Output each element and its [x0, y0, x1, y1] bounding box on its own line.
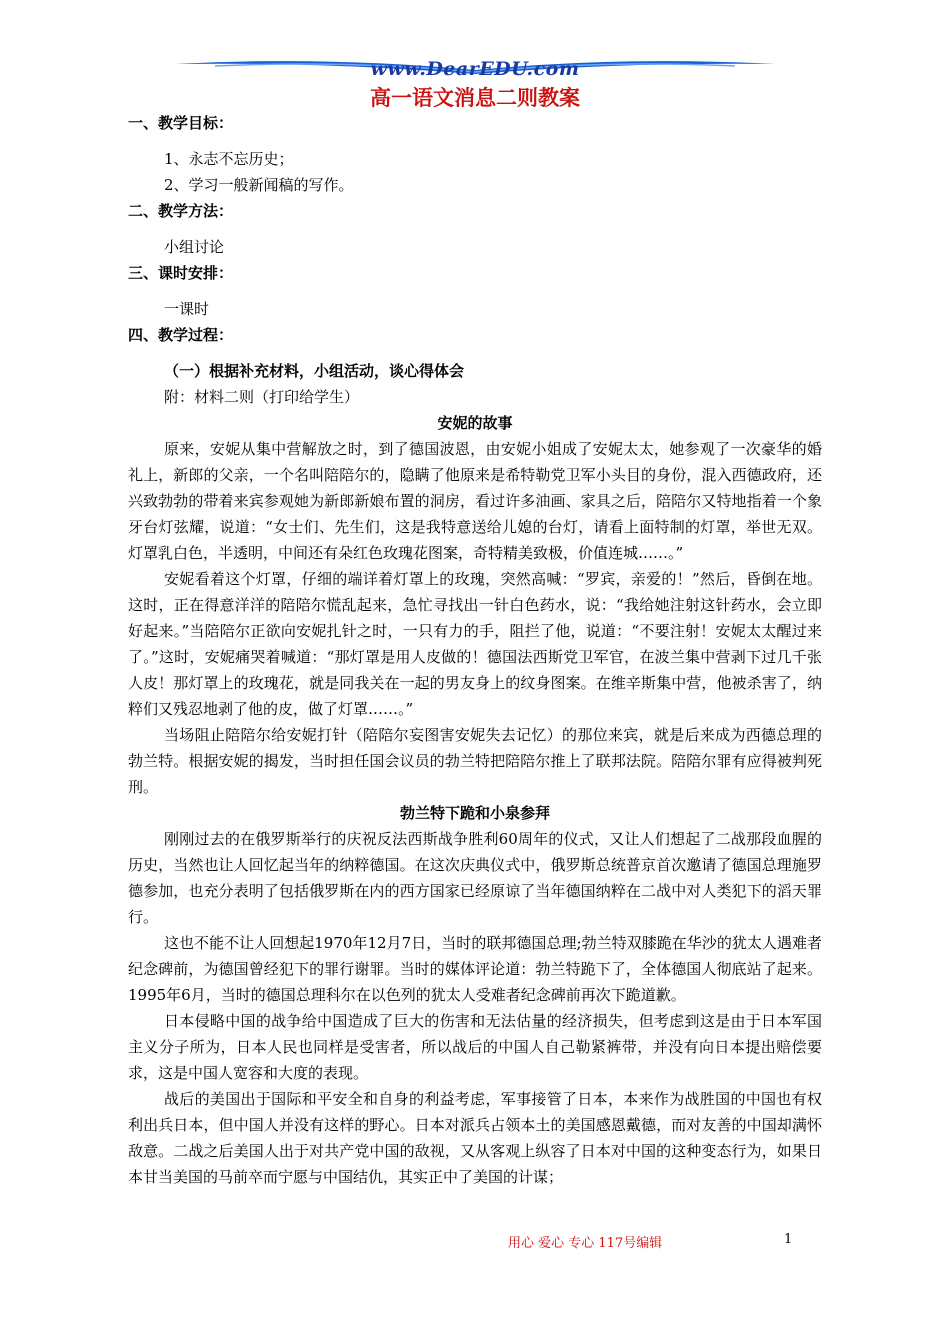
story-paragraph: 安妮看着这个灯罩，仔细的端详着灯罩上的玫瑰，突然高喊：“罗宾，亲爱的！”然后，昏倒在地。这时，正在得意洋洋的陪陪尔慌乱起来，急忙寻找出一针白色药水，说：“我给她注射这针药水，会立即好起来。”当陪陪尔正欲向安妮扎针之时，一只有力的手，阻拦了他，说道：“不要注射！安妮太太醒过来了。”这时，安妮痛哭着喊道：“那灯罩是用人皮做的！德国法西斯党卫军官，在波兰集中营剥下过几千张人皮！那灯罩上的玫瑰花，就是同我关在一起的男友身上的纹身图案。在维辛斯集中营，他被杀害了，纳粹们又残忍地剥了他的皮，做了灯罩……。” [128, 570, 822, 718]
story-title: 安妮的故事 [437, 414, 513, 432]
section-heading-process: 四、教学过程： [128, 326, 234, 344]
section-heading-method: 二、教学方法： [128, 202, 234, 220]
story-paragraph: 这也不能不让人回想起1970年12月7日，当时的联邦德国总理;勃兰特双膝跪在华沙的犹太人遇难者纪念碑前，为德国曾经犯下的罪行谢罪。当时的媒体评论道：勃兰特跪下了，全体德国人彻底站了起来。1995年6月，当时的德国总理科尔在以色列的犹太人受难者纪念碑前再次下跪道歉。 [128, 934, 822, 1004]
story-paragraph: 战后的美国出于国际和平安全和自身的利益考虑，军事接管了日本，本来作为战胜国的中国也有权利出兵日本，但中国人并没有这样的野心。日本对派兵占领本土的美国感恩戴德，而对友善的中国却满怀敌意。二战之后美国人出于对共产党中国的敌视，又从客观上纵容了日本对中国的这种变态行为，如果日本甘当美国的马前卒而宁愿与中国结仇，其实正中了美国的计谋； [128, 1090, 822, 1186]
story-paragraph: 原来，安妮从集中营解放之时，到了德国波恩，由安妮小姐成了安妮太太，她参观了一次豪华的婚礼上，新郎的父亲，一个名叫陪陪尔的，隐瞒了他原来是希特勒党卫军小头目的身份，混入西德政府，还兴致勃勃的带着来宾参观她为新郎新娘布置的洞房，看过许多油画、家具之后，陪陪尔又特地指着一个象牙台灯弦耀，说道：“女士们、先生们，这是我特意送给儿媳的台灯，请看上面特制的灯罩，举世无双。灯罩乳白色，半透明，中间还有朵红色玫瑰花图案，奇特精美致极，价值连城……。” [128, 440, 822, 562]
section-heading-schedule: 三、课时安排： [128, 264, 234, 282]
document-body [128, 110, 822, 1190]
method-text: 小组讨论 [164, 238, 225, 256]
page-title: 高一语文消息二则教案 [370, 86, 580, 110]
process-subheading: （一）根据补充材料，小组活动，谈心得体会 [164, 362, 465, 380]
page-number: 1 [784, 1232, 793, 1247]
footer-text: 用心 爱心 专心 117号编辑 [508, 1236, 663, 1251]
goal-item: 2、学习一般新闻稿的写作。 [164, 176, 354, 194]
section-heading-goals: 一、教学目标： [128, 114, 234, 132]
story-paragraph: 刚刚过去的在俄罗斯举行的庆祝反法西斯战争胜利60周年的仪式，又让人们想起了二战那段血腥的历史，当然也让人回忆起当年的纳粹德国。在这次庆典仪式中，俄罗斯总统普京首次邀请了德国总理施罗德参加，也充分表明了包括俄罗斯在内的西方国家已经原谅了当年德国纳粹在二战中对人类犯下的滔天罪行。 [128, 830, 822, 926]
story-title: 勃兰特下跪和小泉参拜 [399, 804, 550, 822]
story-paragraph: 日本侵略中国的战争给中国造成了巨大的伤害和无法估量的经济损失，但考虑到这是由于日本军国主义分子所为，日本人民也同样是受害者，所以战后的中国人自己勒紧裤带，并没有向日本提出赔偿要求，这是中国人宽容和大度的表现。 [128, 1012, 822, 1082]
site-url: www.DearEDU.com [370, 58, 580, 80]
goal-item: 1、永志不忘历史； [164, 150, 294, 168]
schedule-text: 一课时 [164, 300, 210, 318]
story-paragraph: 当场阻止陪陪尔给安妮打针（陪陪尔妄图害安妮失去记忆）的那位来宾，就是后来成为西德总理的勃兰特。根据安妮的揭发，当时担任国会议员的勃兰特把陪陪尔推上了联邦法院。陪陪尔罪有应得被判死刑。 [128, 726, 822, 796]
process-note: 附：材料二则（打印给学生） [164, 388, 360, 406]
